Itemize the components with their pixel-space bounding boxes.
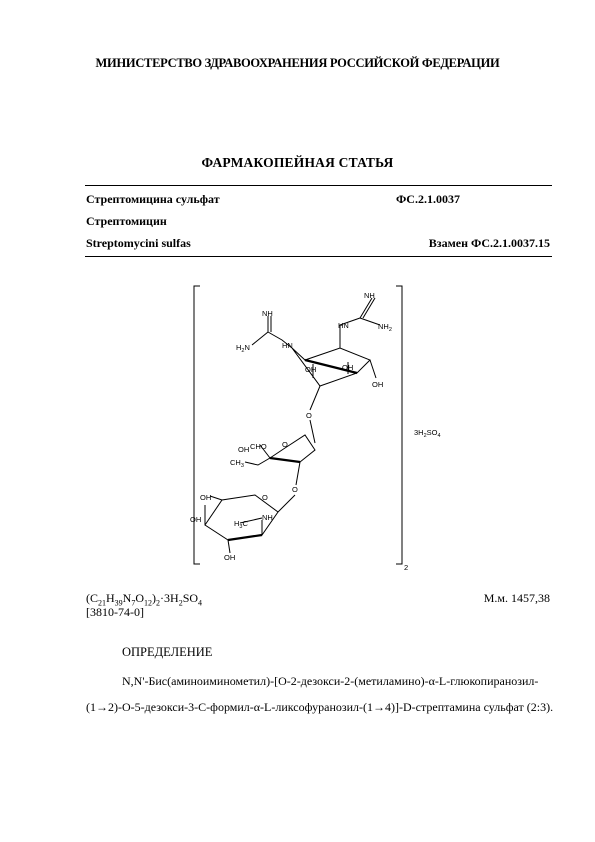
label-o-ring2: O: [282, 440, 288, 449]
label-oh-6: OH: [190, 515, 202, 524]
label-hn-top: HN: [338, 321, 349, 330]
label-nh-top: NH: [364, 291, 375, 300]
label-hn-left: HN: [282, 341, 293, 350]
label-nh-left: NH: [262, 309, 273, 318]
monograph-code: ФС.2.1.0037: [396, 192, 460, 206]
label-nh2-top: $NH_2$: [378, 322, 392, 333]
label-o-link2: O: [292, 485, 298, 494]
label-oh-3: OH: [372, 380, 384, 389]
molar-mass: М.м. 1457,38: [483, 591, 550, 605]
label-o-link1: O: [306, 411, 312, 420]
label-oh-5: OH: [200, 493, 212, 502]
label-oh-2: OH: [342, 363, 354, 372]
label-h3c: $H_3C$: [234, 519, 248, 530]
cas-number: [3810-74-0]: [86, 605, 144, 619]
label-ch3: $CH_3$: [230, 458, 244, 469]
label-nh-ring3: NH: [262, 513, 273, 522]
definition-text: N,N'-Бис(аминоиминометил)-[O-2-дезокси-2-(метиламино)-α-L-глюкопиранозил-(1→2)-O-5-дезокси-3-C-формил-α-L-ликсофуранозил-(1→4)]-D-стрептамина сульфат (2:3).: [86, 674, 554, 714]
label-oh-7: OH: [224, 553, 236, 562]
label-o-ring3: O: [262, 493, 268, 502]
article-type-title: ФАРМАКОПЕЙНАЯ СТАТЬЯ: [201, 155, 394, 170]
monograph-replaces: Взамен ФС.2.1.0037.15: [428, 236, 550, 250]
label-sulfate: $3H_2SO_4$: [414, 428, 441, 439]
label-oh-1: OH: [305, 365, 317, 374]
monograph-name-ru: Стрептомицина сульфат: [86, 192, 220, 206]
label-h2n-left: $H_2N$: [236, 343, 250, 354]
definition-heading: ОПРЕДЕЛЕНИЕ: [122, 645, 213, 659]
label-cho: CHO: [250, 442, 267, 451]
monograph-name-lat: Streptomycini sulfas: [86, 236, 191, 250]
molecular-formula: $(C_{21}H_{39}N_7O_{12})_2\cdot 3H_2SO_4$: [86, 591, 203, 608]
monograph-synonym: Стрептомицин: [86, 214, 167, 228]
ministry-header: МИНИСТЕРСТВО ЗДРАВООХРАНЕНИЯ РОССИЙСКОЙ ФЕДЕРАЦИИ: [95, 56, 500, 70]
label-oh-4: OH: [238, 445, 250, 454]
label-bracket-sub: 2: [404, 563, 409, 572]
